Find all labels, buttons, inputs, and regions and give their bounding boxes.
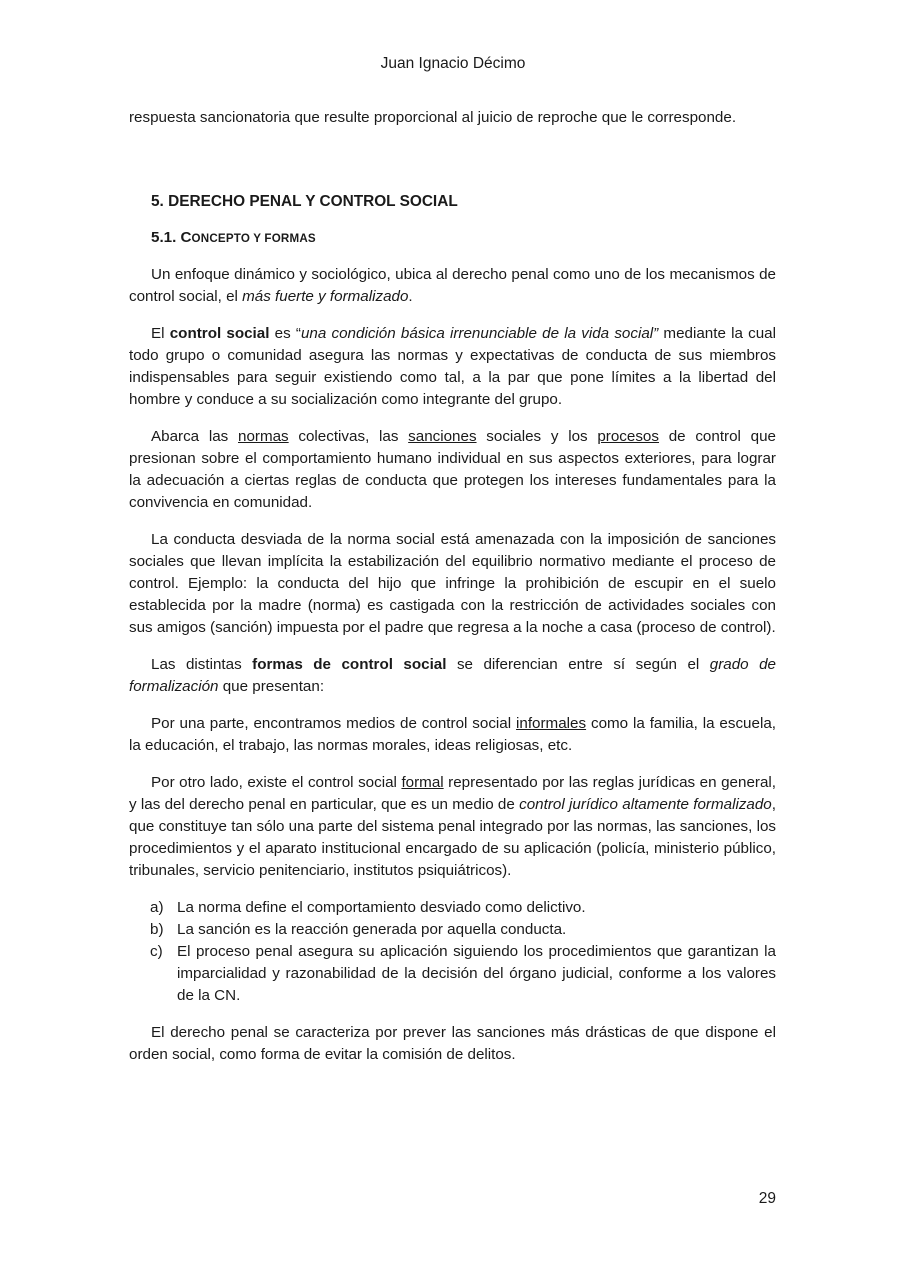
- page-number: 29: [758, 1190, 776, 1207]
- paragraph-enfoque: [129, 264, 776, 308]
- list-item-text: La sanción es la reacción generada por aquella conducta.: [177, 921, 567, 938]
- text-run: , que constituye tan sólo una parte del sistema penal integrado por las normas, las sanciones, los procedimientos y el aparato institucional encargado de su aplicación (policía, ministerio público, tribunales, servicio penitenciario, institutos psiquiátricos).: [129, 796, 776, 879]
- list-item-text: El proceso penal asegura su aplicación siguiendo los procedimientos que garantizan la imparcialidad y razonabilidad de la decisión del órgano judicial, conforme a los valores de la CN.: [177, 943, 776, 1004]
- subsection-number: 5.1. C: [151, 229, 192, 246]
- list-item: [129, 897, 776, 919]
- italic-run: control jurídico altamente formalizado: [519, 796, 772, 813]
- list-marker: c): [150, 943, 163, 960]
- paragraph-informales: [129, 713, 776, 757]
- underlined-run: procesos: [597, 428, 659, 445]
- text-run: El: [151, 325, 170, 342]
- paragraph-continued: respuesta sancionatoria que resulte proporcional al juicio de reproche que le corresponde.: [129, 109, 737, 126]
- underlined-run: normas: [238, 428, 289, 445]
- paragraph-formal: [129, 772, 776, 882]
- page-body: [129, 107, 776, 1081]
- text-run: colectivas, las: [288, 428, 409, 445]
- paragraph-formas: [129, 654, 776, 698]
- text-run: Abarca las: [151, 428, 238, 445]
- text-run: Las distintas: [151, 656, 253, 673]
- bold-run: control social: [169, 325, 270, 342]
- paragraph-conclusion: El derecho penal se caracteriza por prever las sanciones más drásticas de que dispone el orden social, como forma de evitar la comisión de delitos.: [129, 1024, 776, 1063]
- section-heading: 5. DERECHO PENAL Y CONTROL SOCIAL: [151, 193, 458, 210]
- text-run: es “: [269, 325, 301, 342]
- paragraph-control-social: [129, 323, 776, 411]
- list-item: [129, 941, 776, 1007]
- text-run: Un enfoque dinámico y sociológico, ubica al derecho penal como uno de los mecanismos de control social, el: [129, 266, 776, 305]
- text-run: de control que presionan sobre el comportamiento humano individual en sus aspectos exteriores, para lograr la adecuación a ciertas reglas de conducta que protegen los intereses fundamentales para la convivencia en comunidad.: [129, 428, 776, 511]
- text-run: como la familia, la escuela, la educación, el trabajo, las normas morales, ideas religiosas, etc.: [129, 715, 776, 754]
- underlined-run: sanciones: [408, 428, 477, 445]
- italic-run: una condición básica irrenunciable de la vida social”: [300, 325, 659, 342]
- underlined-run: formal: [401, 774, 444, 791]
- running-header-author: Juan Ignacio Décimo: [380, 55, 526, 72]
- subsection-title-smallcaps: ONCEPTO Y FORMAS: [191, 232, 316, 245]
- subsection-heading: [151, 227, 776, 250]
- text-run: Por otro lado, existe el control social: [151, 774, 402, 791]
- list-item-text: La norma define el comportamiento desviado como delictivo.: [177, 899, 586, 916]
- paragraph-abarca: [129, 426, 776, 514]
- italic-run: grado de formalización: [129, 656, 776, 695]
- list-marker: a): [150, 899, 164, 916]
- text-run: .: [408, 288, 413, 305]
- ordered-list: [129, 897, 776, 1007]
- text-run: representado por las reglas jurídicas en general, y las del derecho penal en particular, que es un medio de: [129, 774, 776, 813]
- list-item: [129, 919, 776, 941]
- italic-run: más fuerte y formalizado: [242, 288, 409, 305]
- text-run: se diferencian entre sí según el: [446, 656, 710, 673]
- bold-run: formas de control social: [252, 656, 447, 673]
- paragraph-conducta-desviada: La conducta desviada de la norma social está amenazada con la imposición de sanciones sociales que llevan implícita la estabilización del equilibrio normativo mediante el proceso de control. Ejemplo: la conducta del hijo que infringe la prohibición de escupir en el suelo establecida por la madre (norma) es castigada con la restricción de actividades sociales con sus amigos (sanción) impuesta por el padre que regresa a la noche a casa (proceso de control).: [129, 531, 776, 636]
- text-run: mediante la cual todo grupo o comunidad asegura las normas y expectativas de conducta de sus miembros indispensables para seguir existiendo como tal, a la par que pone límites a la libertad del hombre y conduce a su socialización como integrante del grupo.: [129, 325, 776, 408]
- underlined-run: informales: [516, 715, 587, 732]
- text-run: que presentan:: [218, 678, 325, 695]
- text-run: Por una parte, encontramos medios de control social: [151, 715, 517, 732]
- list-marker: b): [150, 921, 164, 938]
- text-run: sociales y los: [476, 428, 598, 445]
